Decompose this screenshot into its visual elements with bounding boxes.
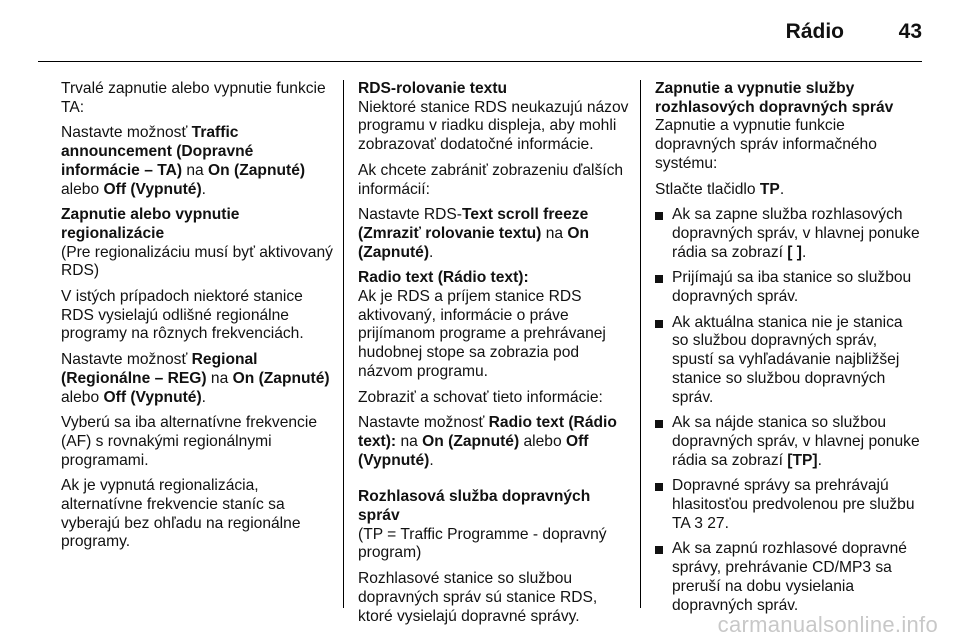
text: Nastavte možnosť (358, 414, 489, 432)
option-on: On (Zapnuté) (358, 224, 590, 261)
list-item (655, 314, 921, 408)
text: . (817, 451, 822, 469)
column-2 (358, 80, 630, 633)
option-on: On (Zapnuté) (208, 161, 306, 179)
af-desc: Vyberú sa iba alternatívne frekvencie (AF) s rovnakými regionálnymi programami. (61, 414, 317, 469)
header-divider (38, 61, 922, 62)
list-item (655, 269, 921, 306)
ta-instruction (61, 124, 333, 199)
text: na (396, 432, 423, 450)
column-divider-2 (640, 80, 641, 608)
option-traffic-announcement: Traffic announcement (Dopravné informácie – TA) (61, 124, 254, 179)
text: Ak sa zapne služba rozhlasových dopravných správ, v hlavnej ponuke rádia sa zobrazí (672, 206, 920, 261)
bullet-square-icon (655, 212, 663, 220)
text: . (429, 243, 434, 261)
watermark: carmanualsonline.info (717, 612, 938, 637)
bullet-square-icon (655, 320, 663, 328)
section-heading-regionalization: Zapnutie alebo vypnutie regionalizácie (61, 206, 240, 242)
rds-scroll-instruction (358, 206, 630, 262)
text: Ak sa zapnú rozhlasové dopravné správy, prehrávanie CD/MP3 sa preruší na dobu vysielania dopravných správ. (672, 540, 907, 614)
text: . (724, 514, 729, 532)
option-on: On (Zapnuté) (232, 369, 330, 387)
option-regional: Regional (Regionálne – REG) (61, 351, 258, 387)
ta-intro: Trvalé zapnutie alebo vypnutie funkcie TA: (61, 80, 326, 116)
radio-text-instruction (358, 414, 630, 470)
regional-instruction (61, 351, 333, 407)
text: . (779, 180, 785, 198)
bullet-square-icon (655, 483, 663, 491)
text: . (429, 451, 434, 469)
list-item (655, 477, 921, 533)
indicator-tp: [TP] (787, 451, 818, 469)
text: alebo (519, 432, 566, 450)
bullet-square-icon (655, 546, 663, 554)
text: Ak sa nájde stanica so službou dopravných správ, v hlavnej ponuke rádia sa zobrazí (672, 414, 920, 469)
option-radio-text: Radio text (Rádio text): (358, 414, 617, 450)
rds-scroll-intro: Ak chcete zabrániť zobrazeniu ďalších informácií: (358, 161, 624, 198)
column-divider-1 (343, 80, 344, 608)
section-heading-traffic-service: Rozhlasová služba dopravných správ (358, 488, 591, 525)
text: Nastavte RDS- (358, 206, 462, 224)
text: . (201, 180, 207, 198)
text: . (802, 243, 807, 261)
option-off: Off (Vypnuté) (358, 432, 589, 469)
regionalization-off-desc: Ak je vypnutá regionalizácia, alternatívne frekvencie staníc sa vyberajú bez ohľadu na regionálne programy. (61, 477, 301, 551)
text: Prijímajú sa iba stanice so službou dopravných správ. (672, 269, 912, 306)
page-reference: 3 27 (694, 514, 725, 532)
regionalization-desc: V istých prípadoch niektoré stanice RDS vysielajú odlišné regionálne programy na rôznych frekvenciách. (61, 288, 304, 343)
radio-text-intro: Zobraziť a schovať tieto informácie: (358, 388, 603, 406)
list-item (655, 414, 921, 470)
option-off: Off (Vypnuté) (103, 180, 202, 198)
page-header (0, 0, 960, 60)
text: na (206, 369, 233, 387)
tp-toggle-desc: Zapnutie a vypnutie funkcie dopravných správ informačného systému: (655, 117, 877, 172)
text: Dopravné správy sa prehrávajú hlasitosťou predvolenou pre službu TA (672, 477, 915, 532)
button-tp: TP (759, 180, 780, 198)
column-1 (61, 80, 333, 559)
list-item (655, 206, 921, 262)
indicator-brackets: [ ] (787, 243, 802, 261)
option-on: On (Zapnuté) (422, 432, 520, 450)
section-heading-rds-scroll: RDS-rolovanie textu (358, 80, 508, 97)
option-off: Off (Vypnuté) (103, 388, 202, 406)
tp-stations-desc: Rozhlasové stanice so službou dopravných správ sú stanice RDS, ktoré vysielajú dopravné správy. (358, 570, 598, 625)
section-heading-radio-text: Radio text (Rádio text): (358, 269, 529, 287)
text: na (541, 224, 568, 242)
radio-text-desc: Ak je RDS a príjem stanice RDS aktivovaný, informácie o práve prijímanom programe a prehrávanej hudobnej stope sa zobrazia pod názvom programu. (358, 288, 606, 380)
bullet-square-icon (655, 420, 663, 428)
text: na (182, 161, 209, 179)
page-number: 43 (898, 20, 922, 43)
column-3 (655, 80, 921, 622)
list-item (655, 540, 921, 615)
text: alebo (61, 180, 104, 198)
text: . (201, 388, 207, 406)
text: Stlačte tlačidlo (655, 180, 760, 198)
text: Nastavte možnosť (61, 124, 192, 142)
bullet-square-icon (655, 275, 663, 283)
tp-press-instruction (655, 181, 921, 200)
text: alebo (61, 388, 104, 406)
option-text-scroll-freeze: Text scroll freeze (Zmraziť rolovanie textu) (358, 206, 589, 242)
page-title: Rádio (785, 20, 844, 43)
text: Ak aktuálna stanica nie je stanica so službou dopravných správ, spustí sa vyhľadávanie najbližšej stanice so službou dopravných správ. (672, 313, 903, 406)
section-heading-tp-toggle: Zapnutie a vypnutie služby rozhlasových dopravných správ (655, 80, 894, 116)
text: Nastavte možnosť (61, 351, 192, 369)
tp-definition: (TP = Traffic Programme - dopravný program) (358, 525, 607, 562)
tp-bullet-list (655, 206, 921, 615)
regionalization-note: (Pre regionalizáciu musí byť aktivovaný RDS) (61, 243, 333, 280)
rds-scroll-desc: Niektoré stanice RDS neukazujú názov programu v riadku displeja, aby mohli zobrazovať dodatočné informácie. (358, 98, 629, 154)
